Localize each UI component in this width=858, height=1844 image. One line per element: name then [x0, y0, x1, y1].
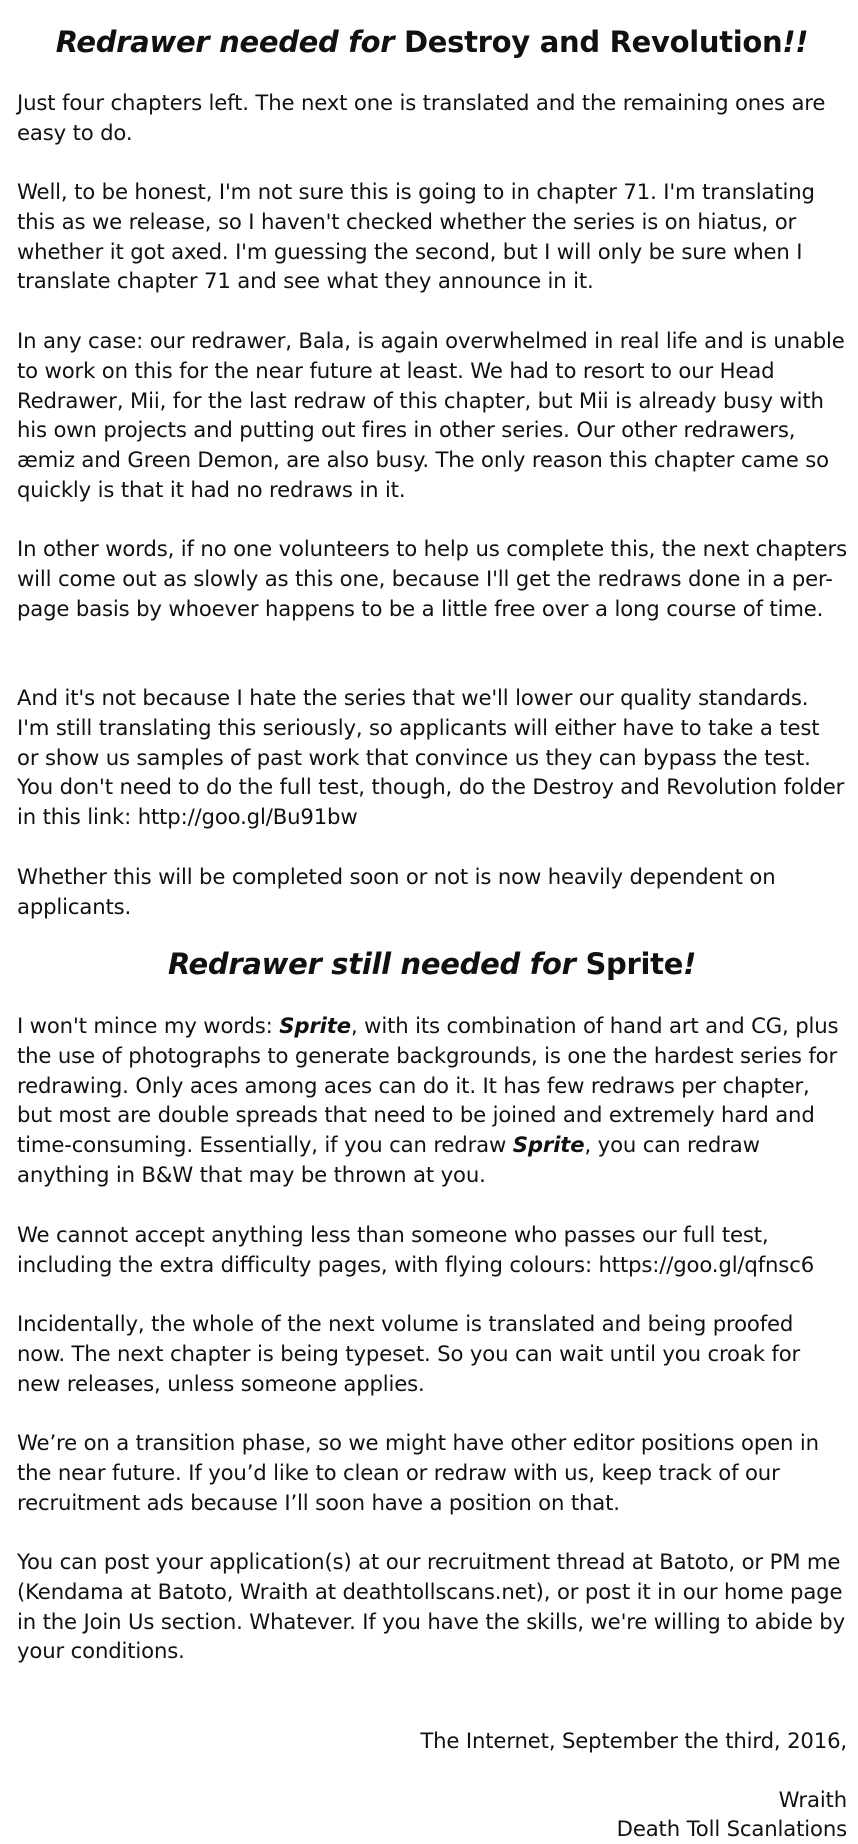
paragraph-mince-words — [17, 1011, 847, 1190]
signoff-group: Death Toll Scanlations — [616, 1816, 847, 1841]
mince-words-text-3: , you can redraw anything in B&W that may be thrown at you. — [17, 1132, 760, 1187]
heading-sprite — [17, 942, 847, 986]
mince-words-text-1: I won't mince my words: — [17, 1013, 280, 1038]
paragraph-how-to-apply: You can post your application(s) at our recruitment thread at Batoto, or PM me (Kendama at Batoto, Wraith at deathtollscans.net), or post it in our home page in the Join Us section. Whatever. If you have the skills, we're willing to abide by your conditions. — [17, 1549, 845, 1664]
heading-destroy-and-revolution-lead: Redrawer needed for — [55, 25, 395, 59]
signoff-author: Wraith — [778, 1787, 847, 1812]
paragraph-honest: Well, to be honest, I'm not sure this is going to in chapter 71. I'm translating this as we release, so I haven't checked whether the series is on hiatus, or whether it got axed. I'm guessing the second, but I will only be sure when I translate chapter 71 and see what they announce in it. — [17, 179, 815, 294]
sprite-title-1: Sprite — [279, 1013, 351, 1038]
paragraph-chapters-left: Just four chapters left. The next one is translated and the remaining ones are easy to do. — [17, 90, 826, 145]
heading-sprite-lead: Redrawer still needed for — [167, 947, 576, 981]
paragraph-quality-standards: And it's not because I hate the series that we'll lower our quality standards. I'm still translating this seriously, so applicants will either have to take a test or show us samples of past work that convince us they can bypass the test. You don't need to do the full test, though, do the Destroy and Revolution folder in this link: http://goo.gl/Bu91bw — [17, 685, 845, 830]
paragraph-dependent-on-applicants: Whether this will be completed soon or not is now heavily dependent on applicants. — [17, 864, 776, 919]
heading-sprite-series: Sprite — [585, 947, 684, 981]
mince-words-text-2: , with its combination of hand art and CG, plus the use of photographs to generate backgrounds, is one the hardest series for redrawing. Only aces among aces can do it. It has few redraws per chapter, but most are double spreads that need to be joined and extremely hard and time-consuming. Essentially, if you can redraw — [17, 1013, 839, 1158]
paragraph-other-words: In other words, if no one volunteers to help us complete this, the next chapters will come out as slowly as this one, because I'll get the redraws done in a per-page basis by whoever happens to be a little free over a long course of time. — [17, 536, 848, 621]
paragraph-transition-phase: We’re on a transition phase, so we might have other editor positions open in the near future. If you’d like to clean or redraw with us, keep track of our recruitment ads because I’ll soon have a position on that. — [17, 1430, 819, 1515]
heading-destroy-and-revolution-series: Destroy and Revolution — [404, 25, 783, 59]
paragraph-redrawer-busy: In any case: our redrawer, Bala, is again overwhelmed in real life and is unable to work on this for the near future at least. We had to resort to our Head Redrawer, Mii, for the last redraw of this chapter, but Mii is already busy with his own projects and putting out fires in other series. Our other redrawers, æmiz and Green Demon, are also busy. The only reason this chapter came so quickly is that it had no redraws in it. — [17, 328, 845, 502]
heading-sprite-end: ! — [683, 947, 697, 981]
paragraph-next-volume: Incidentally, the whole of the next volume is translated and being proofed now. The next chapter is being typeset. So you can wait until you croak for new releases, unless someone applies. — [17, 1311, 801, 1396]
sprite-title-2: Sprite — [512, 1132, 585, 1158]
heading-destroy-and-revolution-end: !! — [782, 25, 809, 59]
signoff-dateline: The Internet, September the third, 2016, — [420, 1728, 847, 1753]
paragraph-full-test: We cannot accept anything less than someone who passes our full test, including the extra difficulty pages, with flying colours: https://goo.gl/qfnsc6 — [17, 1222, 815, 1277]
heading-destroy-and-revolution — [17, 20, 847, 64]
